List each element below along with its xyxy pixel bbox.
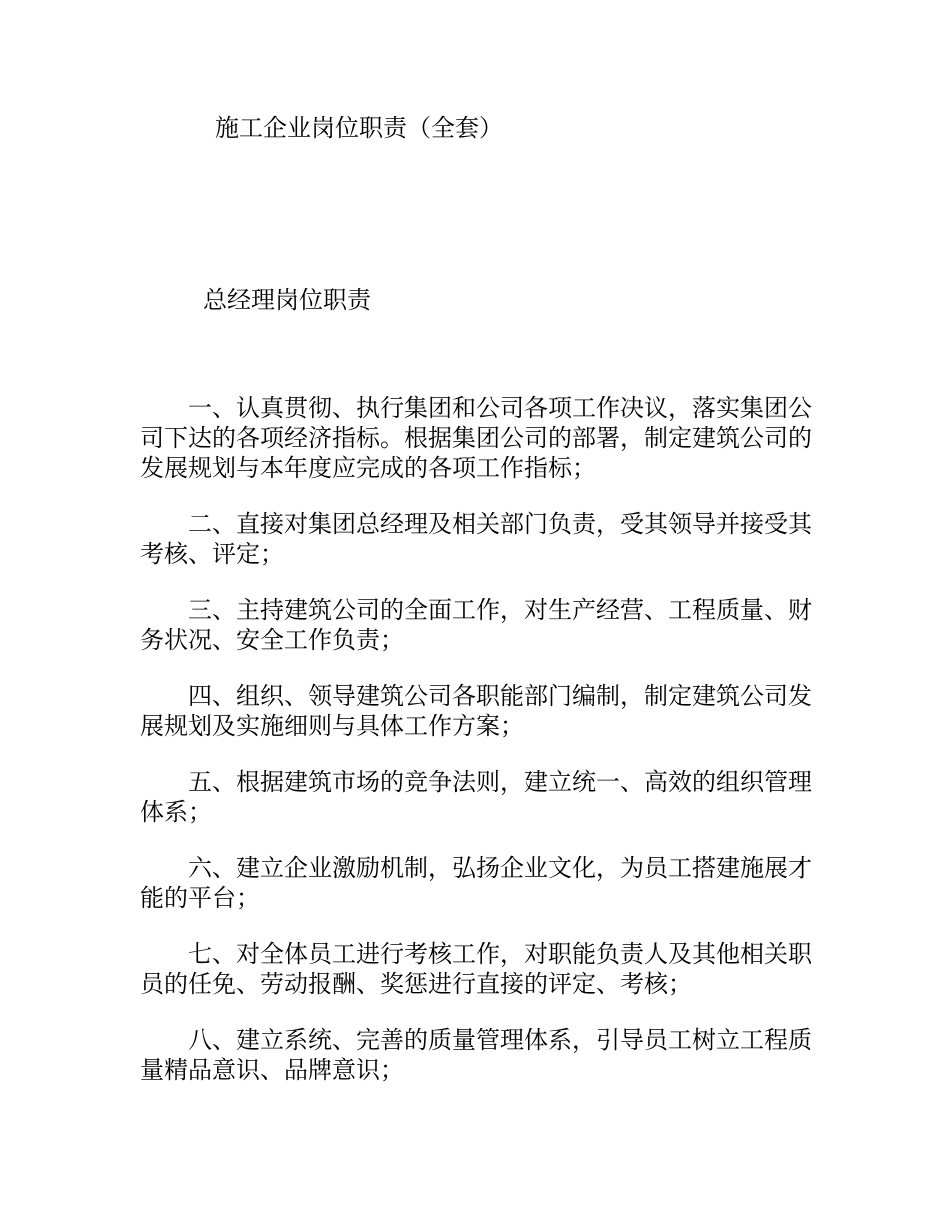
paragraph-8: 八、建立系统、完善的质量管理体系，引导员工树立工程质量精品意识、品牌意识； bbox=[140, 1026, 812, 1084]
paragraph-7: 七、对全体员工进行考核工作，对职能负责人及其他相关职员的任免、劳动报酬、奖惩进行直接的评定、考核； bbox=[140, 940, 812, 998]
paragraph-4: 四、组织、领导建筑公司各职能部门编制，制定建筑公司发展规划及实施细则与具体工作方案； bbox=[140, 682, 812, 740]
document-title: 施工企业岗位职责（全套） bbox=[215, 114, 503, 142]
paragraph-1: 一、认真贯彻、执行集团和公司各项工作决议，落实集团公司下达的各项经济指标。根据集团公司的部署，制定建筑公司的发展规划与本年度应完成的各项工作指标； bbox=[140, 394, 812, 482]
section-title: 总经理岗位职责 bbox=[203, 286, 371, 314]
paragraph-2: 二、直接对集团总经理及相关部门负责，受其领导并接受其考核、评定； bbox=[140, 510, 812, 568]
paragraph-6: 六、建立企业激励机制，弘扬企业文化，为员工搭建施展才能的平台； bbox=[140, 854, 812, 912]
document-body bbox=[140, 393, 812, 1111]
paragraph-3: 三、主持建筑公司的全面工作，对生产经营、工程质量、财务状况、安全工作负责； bbox=[140, 596, 812, 654]
paragraph-5: 五、根据建筑市场的竞争法则，建立统一、高效的组织管理体系； bbox=[140, 768, 812, 826]
